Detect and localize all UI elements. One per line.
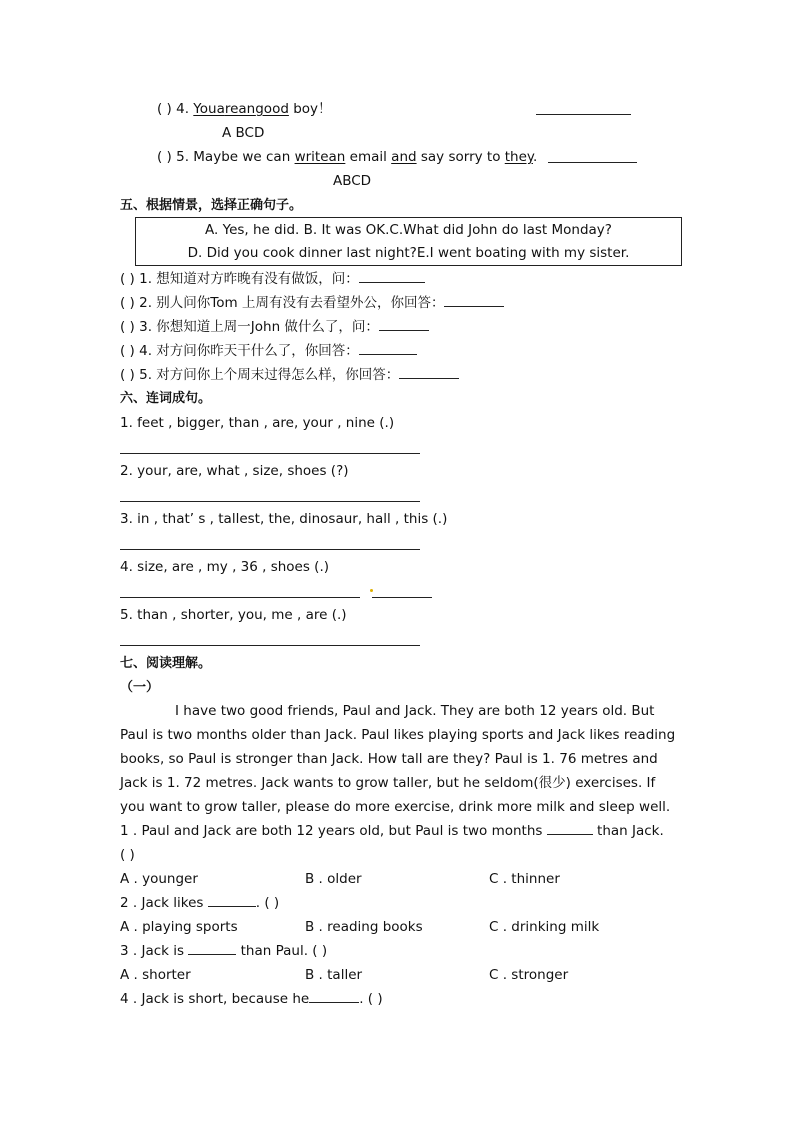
q5-period: . (532, 149, 538, 165)
s6-item-2: 2. your, are, what , size, shoes (?) (120, 463, 349, 479)
s5-blank-4[interactable] (359, 342, 417, 355)
q5-number: ( ) 5. Maybe we can (157, 149, 291, 165)
q4-rest: boy！ (293, 101, 332, 117)
rc-q1-option-c[interactable]: C . thinner (489, 871, 560, 887)
q5-word-c: they (504, 149, 533, 165)
s5-blank-3[interactable] (379, 318, 429, 331)
q4-word-b: rean (224, 101, 256, 117)
passage-line-4: Jack is 1. 72 metres. Jack wants to grow taller, but he seldom(很少) exercises. If (120, 775, 656, 791)
q5-text-1: email (349, 149, 387, 165)
s5-item-2-text: ( ) 2. 别人问你Tom 上周有没有去看望外公，你回答： (120, 295, 445, 311)
stray-dot (370, 589, 373, 592)
rc-q3-after: than Paul. ( ) (240, 943, 328, 959)
s5-item-3 (120, 318, 429, 336)
s5-item-5-text: ( ) 5. 对方问你上个周末过得怎么样，你回答： (120, 367, 400, 383)
options-line-2: D. Did you cook dinner last night?E.I went boating with my sister. (187, 245, 630, 261)
section7-heading: 七、阅读理解。 (120, 656, 212, 671)
rc-q1-blank[interactable] (547, 822, 593, 835)
passage-line-1: I have two good friends, Paul and Jack. They are both 12 years old. But (175, 703, 655, 719)
s5-blank-1[interactable] (359, 270, 425, 283)
rc-q4-text: 4 . Jack is short, because he (120, 991, 310, 1007)
options-line-1: A. Yes, he did. B. It was OK.C.What did John do last Monday? (205, 222, 612, 238)
rc-q4-blank[interactable] (309, 990, 359, 1003)
rc-q2 (120, 894, 279, 912)
s6-item-1: 1. feet , bigger, than , are, your , nine (.) (120, 415, 395, 431)
rc-q2-option-a[interactable]: A . playing sports (120, 919, 238, 935)
s5-item-1-text: ( ) 1. 想知道对方昨晚有没有做饭，问： (120, 271, 359, 287)
q5-word-a: writean (294, 149, 346, 165)
s5-item-4 (120, 342, 417, 360)
rc-q2-blank[interactable] (208, 894, 256, 907)
s6-answer-line-4a[interactable] (120, 597, 360, 598)
rc-q2-text: 2 . Jack likes (120, 895, 204, 911)
q5-answer-line[interactable] (548, 162, 637, 163)
rc-q1-option-a[interactable]: A . younger (120, 871, 198, 887)
q5-option-letters: ABCD (333, 173, 372, 189)
s6-answer-line-5[interactable] (120, 645, 420, 646)
s6-answer-line-1[interactable] (120, 453, 420, 454)
passage-number: （一） (120, 680, 160, 695)
rc-q3-text: 3 . Jack is (120, 943, 185, 959)
q4-number: ( ) 4. (157, 101, 189, 117)
q4-option-letters: A BCD (222, 125, 265, 141)
s6-answer-line-3[interactable] (120, 549, 420, 550)
q5-word-b: and (391, 149, 417, 165)
s6-answer-line-4b[interactable] (372, 597, 432, 598)
rc-q3-blank[interactable] (188, 942, 236, 955)
rc-q1-after: than Jack. (597, 823, 664, 839)
section5-heading: 五、根据情景，选择正确句子。 (120, 198, 303, 213)
rc-q3-option-b[interactable]: B . taller (305, 967, 363, 983)
q4-word-c: good (255, 101, 289, 117)
s5-item-2 (120, 294, 504, 312)
q4-answer-line[interactable] (536, 114, 631, 115)
rc-q2-after: . ( ) (255, 895, 280, 911)
section6-heading: 六、连词成句。 (120, 391, 212, 406)
passage-line-5: you want to grow taller, please do more exercise, drink more milk and sleep well. (120, 799, 671, 815)
s6-item-5: 5. than , shorter, you, me , are (.) (120, 607, 347, 623)
s5-item-3-text: ( ) 3. 你想知道上周一John 做什么了，问： (120, 319, 379, 335)
rc-q4 (120, 990, 383, 1008)
rc-q4-after: . ( ) (359, 991, 383, 1007)
passage-line-2: Paul is two months older than Jack. Paul likes playing sports and Jack likes reading (120, 727, 676, 743)
rc-q3 (120, 942, 327, 960)
s6-answer-line-2[interactable] (120, 501, 420, 502)
s6-item-4: 4. size, are , my , 36 , shoes (.) (120, 559, 330, 575)
s6-item-3: 3. in , that’ s , tallest, the, dinosaur, hall , this (.) (120, 511, 448, 527)
rc-q1 (120, 822, 664, 840)
s5-item-4-text: ( ) 4. 对方问你昨天干什么了，你回答： (120, 343, 359, 359)
rc-q1-text: 1 . Paul and Jack are both 12 years old, but Paul is two months (120, 823, 543, 839)
rc-q2-option-b[interactable]: B . reading books (305, 919, 423, 935)
q5-line (157, 148, 537, 166)
q4-word-a: Youa (193, 101, 225, 117)
s5-item-5 (120, 366, 459, 384)
q5-text-2: say sorry to (420, 149, 501, 165)
s5-item-1 (120, 270, 425, 288)
s5-blank-5[interactable] (399, 366, 459, 379)
rc-q2-option-c[interactable]: C . drinking milk (489, 919, 600, 935)
rc-q3-option-c[interactable]: C . stronger (489, 967, 569, 983)
passage-line-3: books, so Paul is stronger than Jack. How tall are they? Paul is 1. 76 metres and (120, 751, 658, 767)
rc-q1-option-b[interactable]: B . older (305, 871, 362, 887)
q4-line (157, 100, 332, 118)
rc-q1-answer-paren[interactable]: ( ) (120, 847, 135, 863)
s5-blank-2[interactable] (444, 294, 504, 307)
rc-q3-option-a[interactable]: A . shorter (120, 967, 191, 983)
options-box (135, 217, 682, 266)
